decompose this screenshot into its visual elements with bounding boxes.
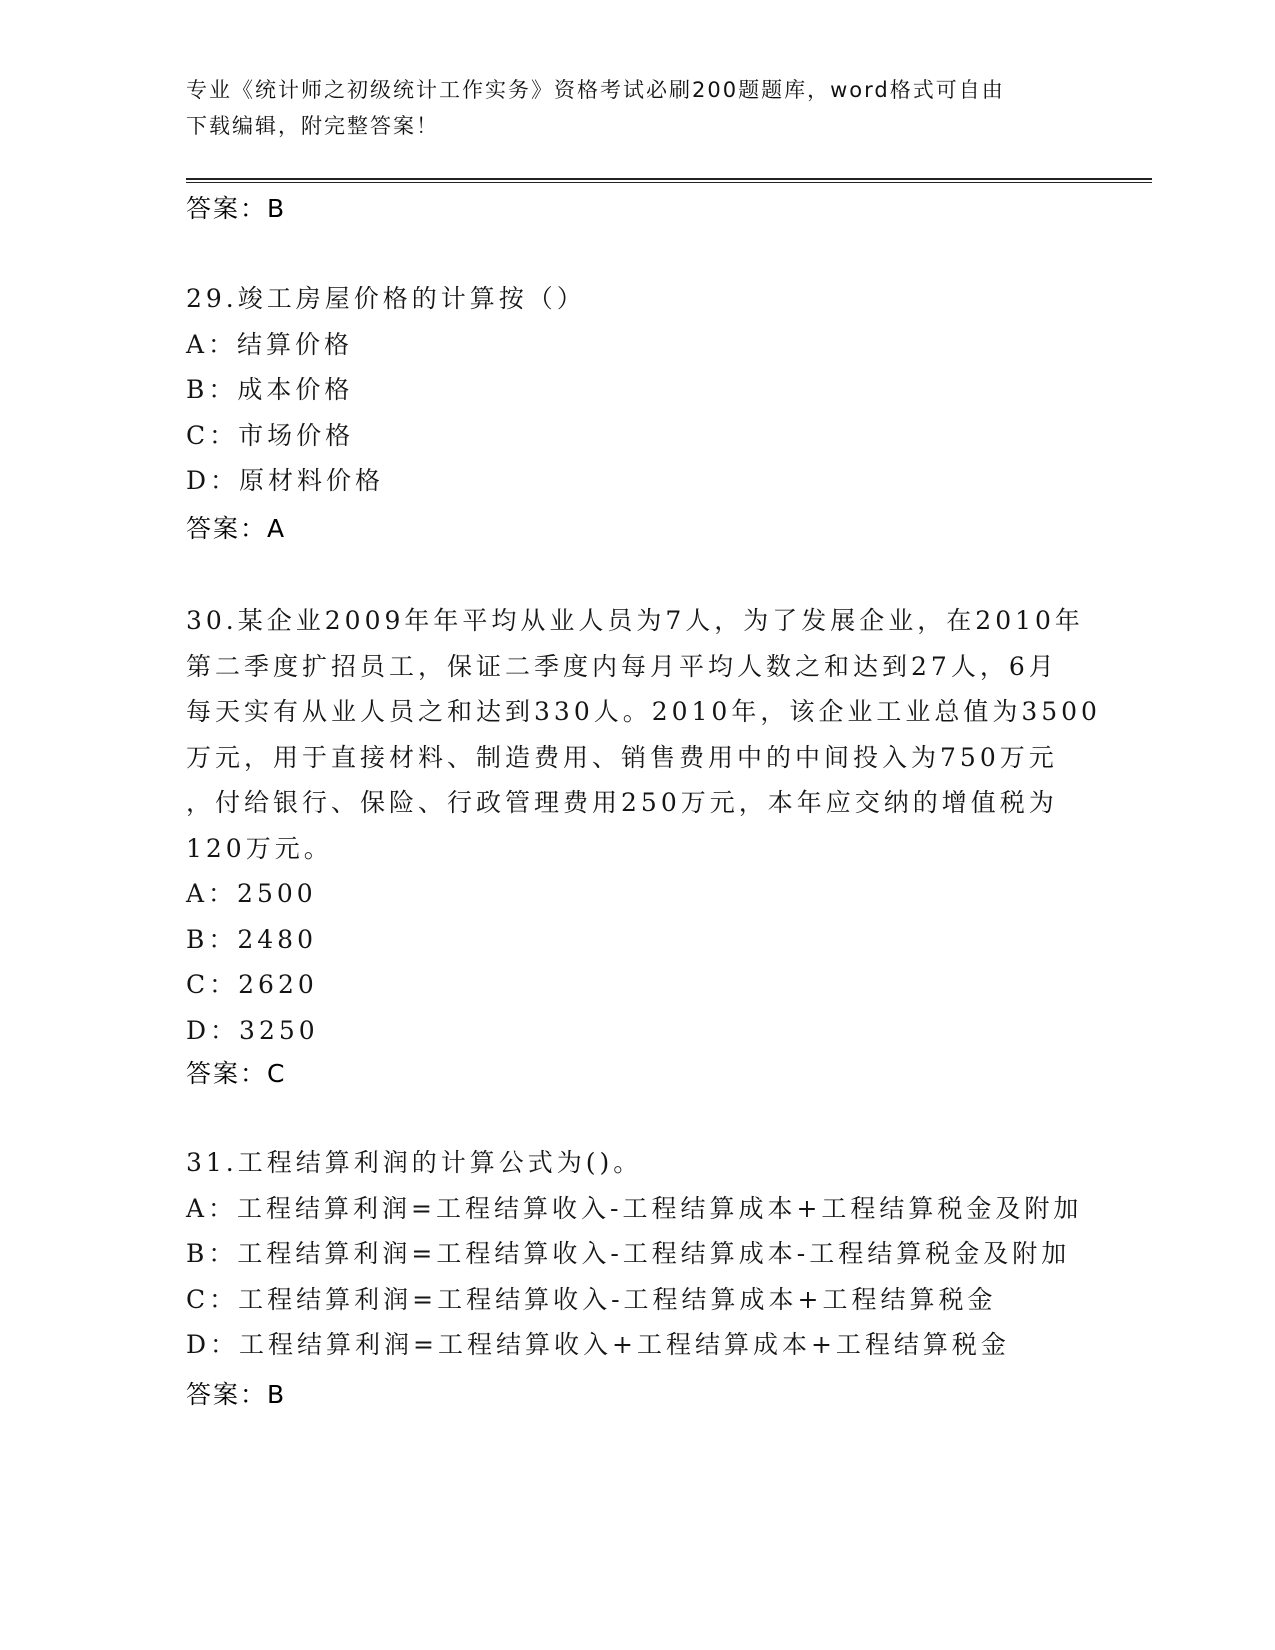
option-b: B：工程结算利润=工程结算收入-工程结算成本-工程结算税金及附加	[186, 1239, 1071, 1268]
answer-line: 答案：B	[186, 1380, 287, 1409]
question-stem-line: 每天实有从业人员之和达到330人。2010年，该企业工业总值为3500	[186, 697, 1101, 726]
header-divider-thin	[186, 182, 1152, 183]
question-stem: 31.工程结算利润的计算公式为()。	[186, 1148, 643, 1177]
option-d: D：3250	[186, 1015, 319, 1045]
answer-line: 答案：A	[186, 514, 287, 543]
page-header	[186, 72, 1066, 144]
question-30	[186, 598, 1101, 1053]
question-stem-line: 120万元。	[186, 833, 333, 863]
answer-line: 答案：C	[186, 1059, 287, 1088]
answer-q30	[186, 1051, 1086, 1096]
question-29	[186, 276, 1086, 504]
question-stem-line: ，付给银行、保险、行政管理费用250万元，本年应交纳的增值税为	[186, 788, 1058, 817]
header-line-2: 下载编辑，附完整答案！	[186, 114, 439, 138]
answer-q28	[186, 186, 1086, 231]
option-c: C：市场价格	[186, 420, 355, 450]
option-c: C：工程结算利润=工程结算收入-工程结算成本+工程结算税金	[186, 1284, 997, 1314]
answer-q29	[186, 506, 1086, 551]
option-a: A：工程结算利润=工程结算收入-工程结算成本+工程结算税金及附加	[186, 1193, 1083, 1223]
question-31	[186, 1140, 1086, 1368]
question-stem-line: 30.某企业2009年年平均从业人员为7人，为了发展企业，在2010年	[186, 606, 1084, 635]
option-b: B：成本价格	[186, 375, 354, 404]
option-d: D：工程结算利润=工程结算收入+工程结算成本+工程结算税金	[186, 1330, 1010, 1359]
question-stem-line: 万元，用于直接材料、制造费用、销售费用中的中间投入为750万元	[186, 742, 1058, 772]
question-stem: 29.竣工房屋价格的计算按（）	[186, 284, 586, 313]
question-stem-line: 第二季度扩招员工，保证二季度内每月平均人数之和达到27人，6月	[186, 651, 1058, 681]
answer-line: 答案：B	[186, 194, 287, 223]
header-line-1: 专业《统计师之初级统计工作实务》资格考试必刷200题题库，word格式可自由	[186, 78, 1005, 102]
option-a: A：结算价格	[186, 329, 354, 359]
option-b: B：2480	[186, 924, 317, 954]
answer-q31	[186, 1372, 1086, 1417]
option-c: C：2620	[186, 970, 318, 999]
option-a: A：2500	[186, 879, 317, 908]
header-divider-thick	[186, 178, 1152, 180]
option-d: D：原材料价格	[186, 466, 385, 495]
